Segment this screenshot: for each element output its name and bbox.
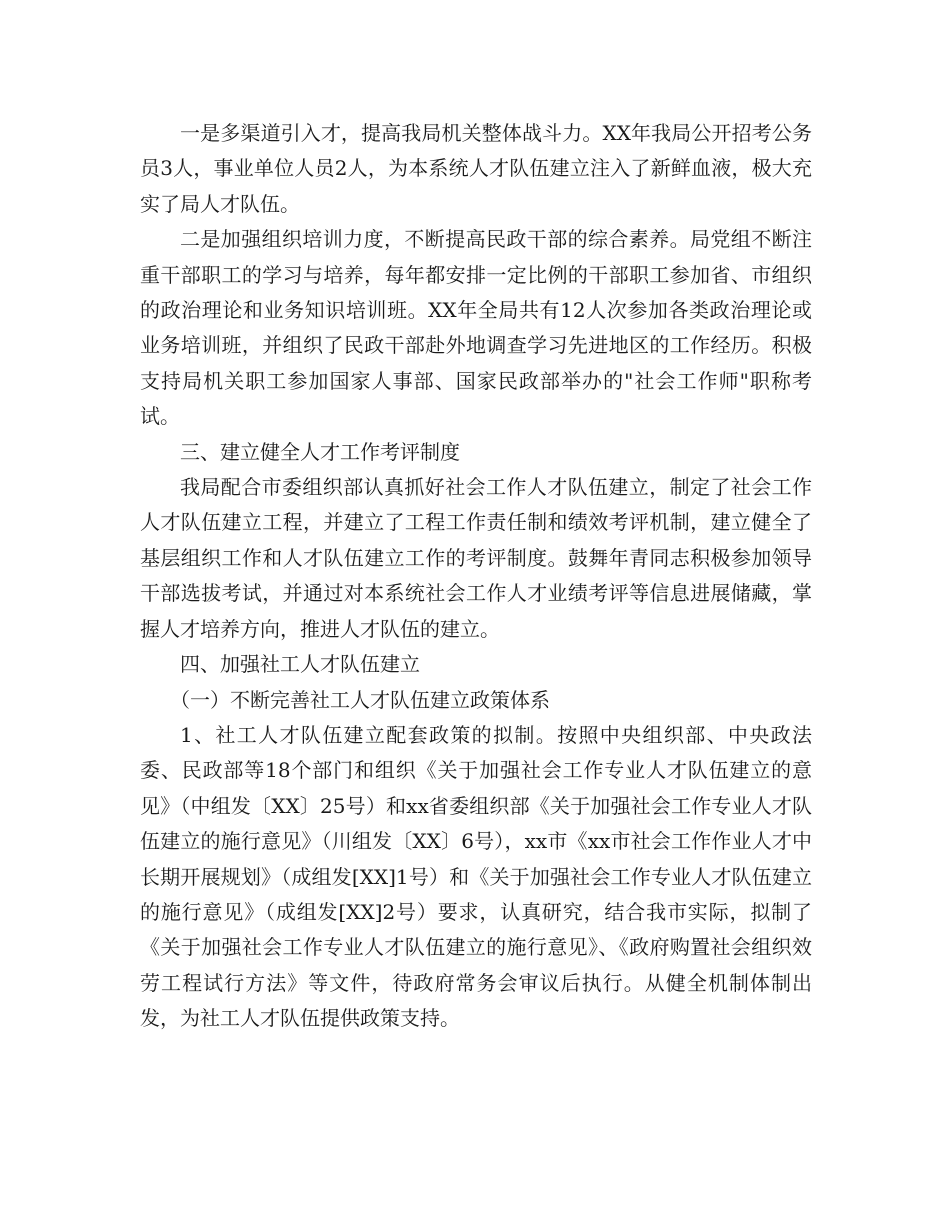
paragraph-talent-introduction: 一是多渠道引入才，提高我局机关整体战斗力。XX年我局公开招考公务员3人，事业单位人员2人，为本系统人才队伍建立注入了新鲜血液，极大充实了局人才队伍。 xyxy=(140,121,812,216)
document-body xyxy=(140,116,812,1037)
paragraph-policy: 1、社工人才队伍建立配套政策的拟制。按照中央组织部、中央政法委、民政部等18个部门和组织《关于加强社会工作专业人才队伍建立的意见》（中组发〔XX〕25号）和xx省委组织部《关于加强社会工作专业人才队伍建立的施行意见》（川组发〔XX〕6号），xx市《xx市社会工作作业人才中长期开展规划》（成组发[XX]1号）和《关于加强社会工作专业人才队伍建立的施行意见》（成组发[XX]2号）要求，认真研究，结合我市实际，拟制了《关于加强社会工作专业人才队伍建立的施行意见》、《政府购置社会组织效劳工程试行方法》等文件，待政府常务会审议后执行。从健全机制体制出发，为社工人才队伍提供政策支持。 xyxy=(140,722,812,1031)
section-heading-social-workers: 四、加强社工人才队伍建立 xyxy=(180,652,420,677)
section-heading-evaluation: 三、建立健全人才工作考评制度 xyxy=(180,439,460,464)
paragraph-training: 二是加强组织培训力度，不断提高民政干部的综合素养。局党组不断注重干部职工的学习与培养，每年都安排一定比例的干部职工参加省、市组织的政治理论和业务知识培训班。XX年全局共有12人次参加各类政治理论或业务培训班，并组织了民政干部赴外地调查学习先进地区的工作经历。积极支持局机关职工参加国家人事部、国家民政部举办的"社会工作师"职称考试。 xyxy=(140,227,812,429)
subsection-heading-policy: （一）不断完善社工人才队伍建立政策体系 xyxy=(170,687,550,712)
paragraph-evaluation: 我局配合市委组织部认真抓好社会工作人才队伍建立，制定了社会工作人才队伍建立工程，并建立了工程工作责任制和绩效考评机制，建立健全了基层组织工作和人才队伍建立工作的考评制度。鼓舞年青同志积极参加领导干部选拔考试，并通过对本系统社会工作人才业绩考评等信息进展储藏，掌握人才培养方向，推进人才队伍的建立。 xyxy=(140,475,812,641)
